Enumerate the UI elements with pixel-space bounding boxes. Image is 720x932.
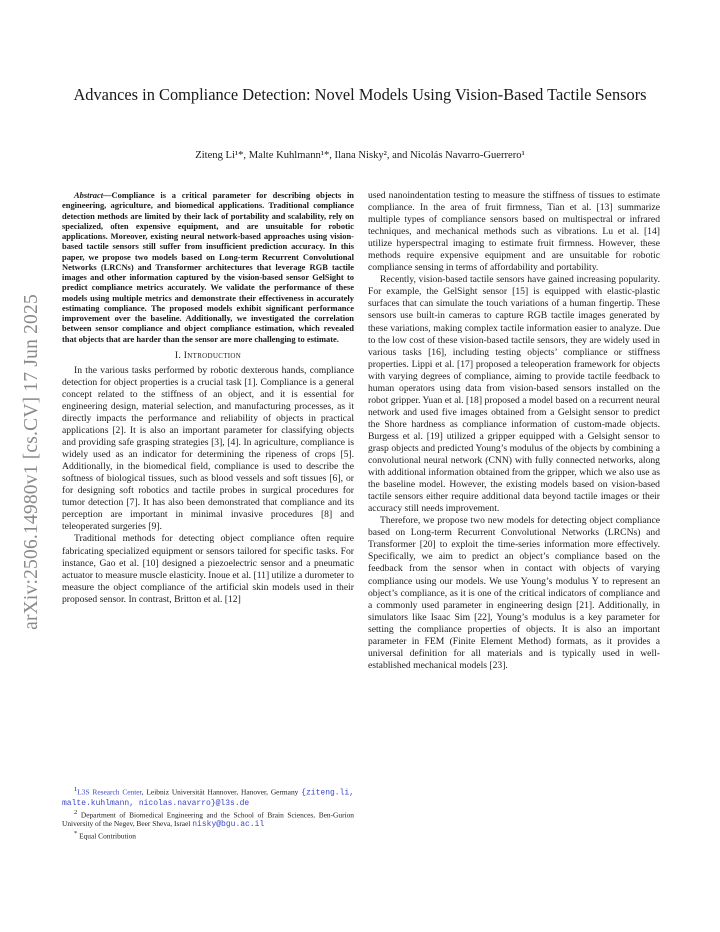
footnote-mark: 2 [74,808,78,816]
footnote-mark: 1 [74,786,78,793]
right-column [368,190,660,672]
footnote-affiliation-2 [62,808,354,830]
footnote-text: Equal Contribution [77,831,136,841]
left-column [62,190,354,606]
arxiv-identifier-margin [20,262,44,662]
author-list: Ziteng Li¹*, Malte Kuhlmann¹*, Ilana Nisky², and Nicolás Navarro-Guerrero¹ [195,150,525,161]
footnote-text: Department of Biomedical Engineering and the School of Brain Sciences, Ben-Gurion University of the Negev, Beer Sheva, Israel [62,810,354,829]
paper-title: Advances in Compliance Detection: Novel Models Using Vision-Based Tactile Sensors [73,85,647,104]
section-heading-introduction: I. Introduction [174,349,242,361]
email-link[interactable]: {ziteng.li, malte.kuhlmann, nicolas.navarro}@l3s.de [62,788,354,808]
email-link[interactable]: nisky@bgu.ac.il [192,820,265,830]
body-paragraph: Therefore, we propose two new models for detecting object compliance based on Long-term Recurrent Convolutional Networks (LRCNs) and Transformer [20] to exploit the time-series information more effectively. Specifically, we aim to predict an object’s compliance based on the feedback from the sensor when in contact with objects of varying compliance using our models. We use Young’s modulus Y to represent an object’s compliance, as it is one of the critical indicators of compliance and a commonly used parameter in engineering design [21]. Additionally, in simulators like Isaac Sim [22], Young’s modulus is a key parameter for setting the compliance properties of objects. It is also an important parameter in FEM (Finite Element Method) formats, as it provides a universal definition for all materials and is typically used in well-established mechanical models [23]. [368,515,660,671]
body-paragraph: Traditional methods for detecting object compliance often require fabricating specialized equipment or sensors tailored for specific tasks. For instance, Gao et al. [10] designed a piezoelectric sensor and a pneumatic actuator to measure muscle elasticity. Inoue et al. [11] utilize a durometer to measure the object compliance of the artificial skin models used in their proposed sensor. In contrast, Britton et al. [12] [62,533,354,605]
footnote-mark: * [74,830,78,838]
body-paragraph: Recently, vision-based tactile sensors have gained increasing popularity. For example, the GelSight sensor [15] is equipped with elastic-plastic surfaces that can simulate the touch variations of a human fingertip. These sensors use built-in cameras to capture RGB tactile images generated by these variations, making complex tactile information easier to analyze. Due to the low cost of these vision-based tactile sensors, they are widely used in various tasks [16], including testing objects’ compliance or stiffness properties. Lippi et al. [17] proposed a teleoperation framework for objects with varying degrees of compliance, aiming to provide tactile feedback to human operators using data from vision-based sensors installed on the robot gripper. Yuan et al. [18] proposed a model based on a recurrent neural network and used five images obtained from a Gelsight sensor to predict the Shore hardness as compliance information of custom-made objects. Burgess et al. [19] utilized a gripper equipped with a Gelsight sensor to grasp objects and predicted Young’s modulus of the objects by combining a convolutional neural network (CNN) with fully connected networks, along with additional information obtained from the gripper, which we also use as the baseline model. However, the existing models based on vision-based tactile sensors either require additional data beyond tactile images or their accuracy still needs improvement. [368,274,660,515]
footnote-text: , Leibniz Universität Hannover, Hanover, Germany [141,787,302,797]
footnote-affiliation-1 [62,785,354,808]
footnote-equal-contribution [62,829,354,841]
abstract [62,190,354,344]
abstract-label: Abstract— [74,190,112,200]
body-paragraph: used nanoindentation testing to measure the stiffness of tissues to estimate compliance. In the area of fruit firmness, Tian et al. [13] summarize multiple types of compliance sensors based on multispectral or infrared techniques, and mechanical methods such as vibrations. Lu et al. [14] utilize hyperspectral imaging to estimate fruit firmness. However, these methods require expensive equipment and are unsuitable for robotic compliance sensing in terms of affordability and portability. [368,190,660,274]
arxiv-identifier: arXiv:2506.14980v1 [cs.CV] 17 Jun 2025 [21,294,42,630]
footnotes [62,785,354,841]
body-paragraph: In the various tasks performed by robotic dexterous hands, compliance detection for object properties is a crucial task [1]. Compliance is a general concept related to the stiffness of an object, and it is essential for engineering design, material selection, and manufacturing processes, as it directly impacts the performance and reliability of objects in practical applications [2]. It is also an important parameter for classifying objects and providing safe grasping strategies [3], [4]. In agriculture, compliance is widely used as an indicator for determining the ripeness of crops [5]. Additionally, in the biomedical field, compliance is used to describe the softness of biological tissues, such as blood vessels and soft tissues [6], or for designing soft robotics and tactile probes in surgical procedures for tumor detection [7]. It has also been demonstrated that compliance and its perception are important in minimal invasive procedures [8] and teleoperated surgeries [9]. [62,364,354,533]
affiliation-link[interactable]: L3S Research Center [77,787,142,797]
abstract-text: Compliance is a critical parameter for describing objects in engineering, agriculture, and biomedical applications. Traditional compliance detection methods are limited by their lack of portability and scalability, rely on specialized, often expensive equipment, and are unsuitable for robotic applications. Moreover, existing neural network-based approaches using vision-based tactile sensors still suffer from insufficient prediction accuracy. In this paper, we propose two models based on Long-term Recurrent Convolutional Networks (LRCNs) and Transformer architectures that leverage RGB tactile images and other information captured by the vision-based sensor GelSight to predict compliance metrics accurately. We validate the performance of these models using multiple metrics and demonstrate their effectiveness in accurately estimating compliance. The proposed models exhibit significant performance improvement over the baseline. Additionally, we investigated the correlation between sensor compliance and object compliance estimation, which revealed that objects that are harder than the sensor are more challenging to estimate. [62,190,354,344]
